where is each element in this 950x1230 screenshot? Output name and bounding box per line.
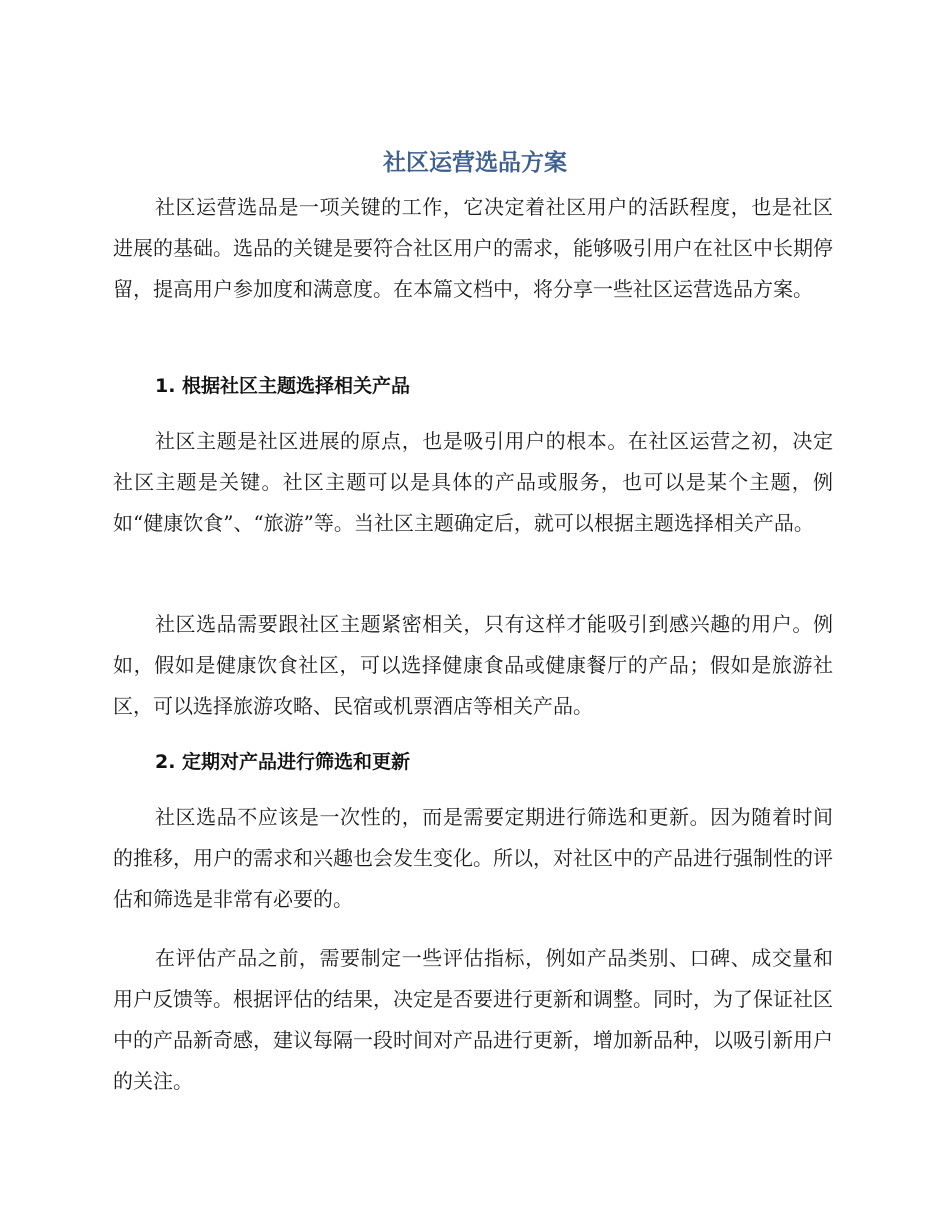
section-heading-1: 1. 根据社区主题选择相关产品 [155, 375, 411, 397]
section-2-paragraph-1: 社区选品不应该是一次性的，而是需要定期进行筛选和更新。因为随着时间的推移，用户的需求和兴趣也会发生变化。所以，对社区中的产品进行强制性的评估和筛选是非常有必要的。 [113, 805, 833, 911]
section-1-paragraph-1: 社区主题是社区进展的原点，也是吸引用户的根本。在社区运营之初，决定社区主题是关键。社区主题可以是具体的产品或服务，也可以是某个主题，例如“健康饮食”、“旅游”等。当社区主题确定后，就可以根据主题选择相关产品。 [113, 429, 833, 535]
intro-paragraph: 社区运营选品是一项关键的工作，它决定着社区用户的活跃程度，也是社区进展的基础。选品的关键是要符合社区用户的需求，能够吸引用户在社区中长期停留，提高用户参加度和满意度。在本篇文档中，将分享一些社区运营选品方案。 [113, 195, 833, 301]
document-title: 社区运营选品方案 [383, 150, 567, 176]
section-1-paragraph-2: 社区选品需要跟社区主题紧密相关，只有这样才能吸引到感兴趣的用户。例如，假如是健康饮食社区，可以选择健康食品或健康餐厅的产品；假如是旅游社区，可以选择旅游攻略、民宿或机票酒店等相关产品。 [113, 612, 833, 718]
section-heading-2: 2. 定期对产品进行筛选和更新 [155, 751, 411, 773]
section-2-paragraph-2: 在评估产品之前，需要制定一些评估指标，例如产品类别、口碑、成交量和用户反馈等。根据评估的结果，决定是否要进行更新和调整。同时，为了保证社区中的产品新奇感，建议每隔一段时间对产品进行更新，增加新品种，以吸引新用户的关注。 [113, 946, 833, 1093]
